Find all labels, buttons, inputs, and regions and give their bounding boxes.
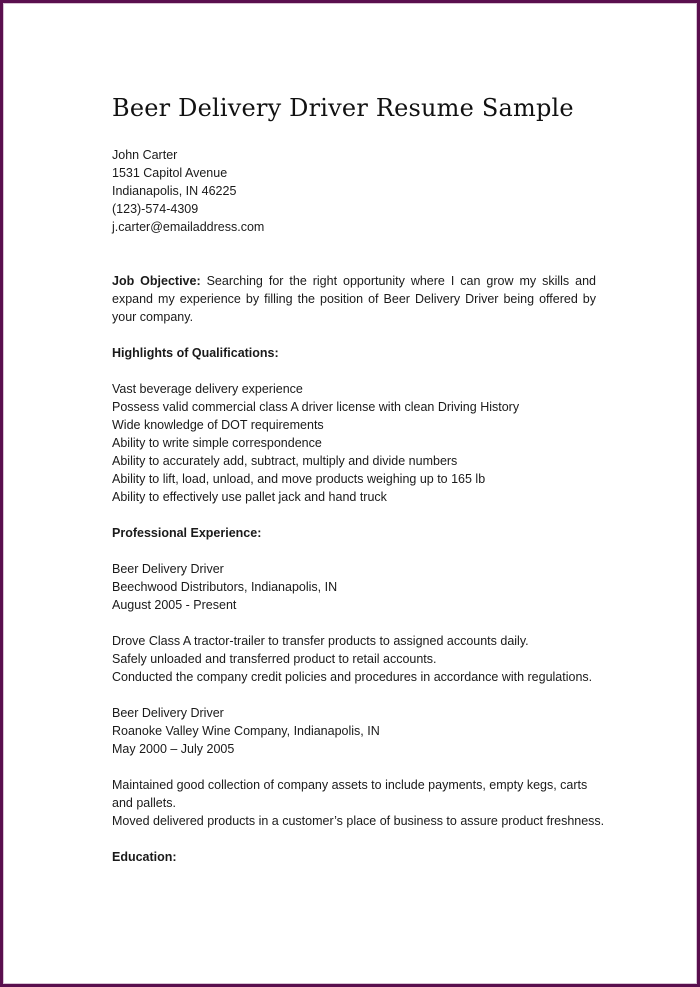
qualifications-list [112,380,596,506]
spacer [112,614,596,632]
spacer [112,362,596,380]
job-entry [112,560,596,686]
objective-text: Searching for the right opportunity where I can grow my skills and expand my experience by filling the position of Beer Delivery Driver being offered by your company. [112,274,596,324]
job-objective [112,272,596,326]
job-duty: Drove Class A tractor-trailer to transfer products to assigned accounts daily. [112,634,529,648]
spacer [112,758,596,776]
job-duty: Maintained good collection of company assets to include payments, empty kegs, carts and pallets. [112,778,588,810]
contact-name: John Carter [112,148,178,162]
qualification-item: Ability to write simple correspondence [112,436,322,450]
job-title: Beer Delivery Driver [112,706,224,720]
job-dates: May 2000 – July 2005 [112,742,235,756]
spacer [112,326,596,344]
qualifications-heading: Highlights of Qualifications: [112,346,279,360]
objective-label: Job Objective: [112,274,201,288]
qualification-item: Possess valid commercial class A driver license with clean Driving History [112,400,520,414]
spacer [112,686,596,704]
job-company: Beechwood Distributors, Indianapolis, IN [112,580,338,594]
qualification-item: Ability to effectively use pallet jack and hand truck [112,490,387,504]
job-company: Roanoke Valley Wine Company, Indianapolis, IN [112,724,380,738]
contact-email: j.carter@emailaddress.com [112,220,265,234]
contact-street: 1531 Capitol Avenue [112,166,228,180]
document-page [3,3,697,984]
job-entry [112,704,605,830]
resume-body [112,146,605,866]
experience-heading: Professional Experience: [112,526,262,540]
document-title: Beer Delivery Driver Resume Sample [112,94,574,122]
spacer [112,830,596,848]
qualification-item: Ability to lift, load, unload, and move products weighing up to 165 lb [112,472,486,486]
spacer [112,542,596,560]
qualification-item: Ability to accurately add, subtract, multiply and divide numbers [112,454,458,468]
job-duty: Safely unloaded and transferred product to retail accounts. [112,652,437,666]
contact-phone: (123)-574-4309 [112,202,199,216]
job-duty: Conducted the company credit policies and procedures in accordance with regulations. [112,670,593,684]
job-dates: August 2005 - Present [112,598,237,612]
spacer [112,236,596,272]
contact-city: Indianapolis, IN 46225 [112,184,237,198]
contact-block [112,146,596,236]
job-title: Beer Delivery Driver [112,562,224,576]
spacer [112,506,596,524]
qualification-item: Vast beverage delivery experience [112,382,303,396]
qualification-item: Wide knowledge of DOT requirements [112,418,324,432]
job-duty: Moved delivered products in a customer’s place of business to assure product freshness. [112,814,605,828]
education-heading: Education: [112,850,177,864]
